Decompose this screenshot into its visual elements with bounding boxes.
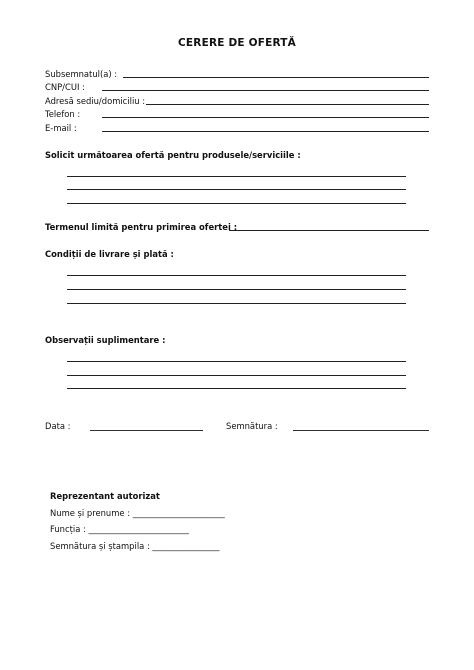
conditii-line-1[interactable] [67, 275, 406, 276]
termen-line[interactable] [229, 230, 429, 231]
label-telefon: Telefon : [45, 109, 81, 119]
page-title: CERERE DE OFERTĂ [178, 37, 296, 49]
field-cnp-line[interactable] [102, 90, 429, 91]
semnatura-label: Semnătura : [226, 421, 278, 431]
solicit-line-1[interactable] [67, 176, 406, 177]
section-conditii-heading: Condiții de livrare și plată : [45, 249, 174, 259]
reprezentant-heading: Reprezentant autorizat [50, 491, 160, 501]
data-line[interactable] [90, 430, 203, 431]
reprezentant-functia-field[interactable]: Funcția : ________________________ [50, 524, 189, 534]
observatii-line-1[interactable] [67, 361, 406, 362]
solicit-line-3[interactable] [67, 203, 406, 204]
field-email-line[interactable] [102, 131, 429, 132]
semnatura-line[interactable] [293, 430, 429, 431]
observatii-line-3[interactable] [67, 388, 406, 389]
label-cnp: CNP/CUI : [45, 82, 85, 92]
field-subsemnatul-line[interactable] [123, 77, 429, 78]
label-subsemnatul: Subsemnatul(a) : [45, 69, 118, 79]
observatii-line-2[interactable] [67, 375, 406, 376]
data-label: Data : [45, 421, 71, 431]
reprezentant-nume-field[interactable]: Nume și prenume : ______________________ [50, 508, 225, 518]
solicit-line-2[interactable] [67, 189, 406, 190]
termen-label: Termenul limită pentru primirea ofertei : [45, 222, 238, 232]
label-email: E-mail : [45, 123, 77, 133]
section-observatii-heading: Observații suplimentare : [45, 335, 166, 345]
reprezentant-semnatura-field[interactable]: Semnătura și ștampila : ________________ [50, 541, 220, 551]
field-telefon-line[interactable] [102, 117, 429, 118]
label-adresa: Adresă sediu/domiciliu : [45, 96, 146, 106]
section-solicit-heading: Solicit următoarea ofertă pentru produsele/serviciile : [45, 150, 301, 160]
conditii-line-3[interactable] [67, 303, 406, 304]
field-adresa-line[interactable] [146, 104, 429, 105]
conditii-line-2[interactable] [67, 289, 406, 290]
